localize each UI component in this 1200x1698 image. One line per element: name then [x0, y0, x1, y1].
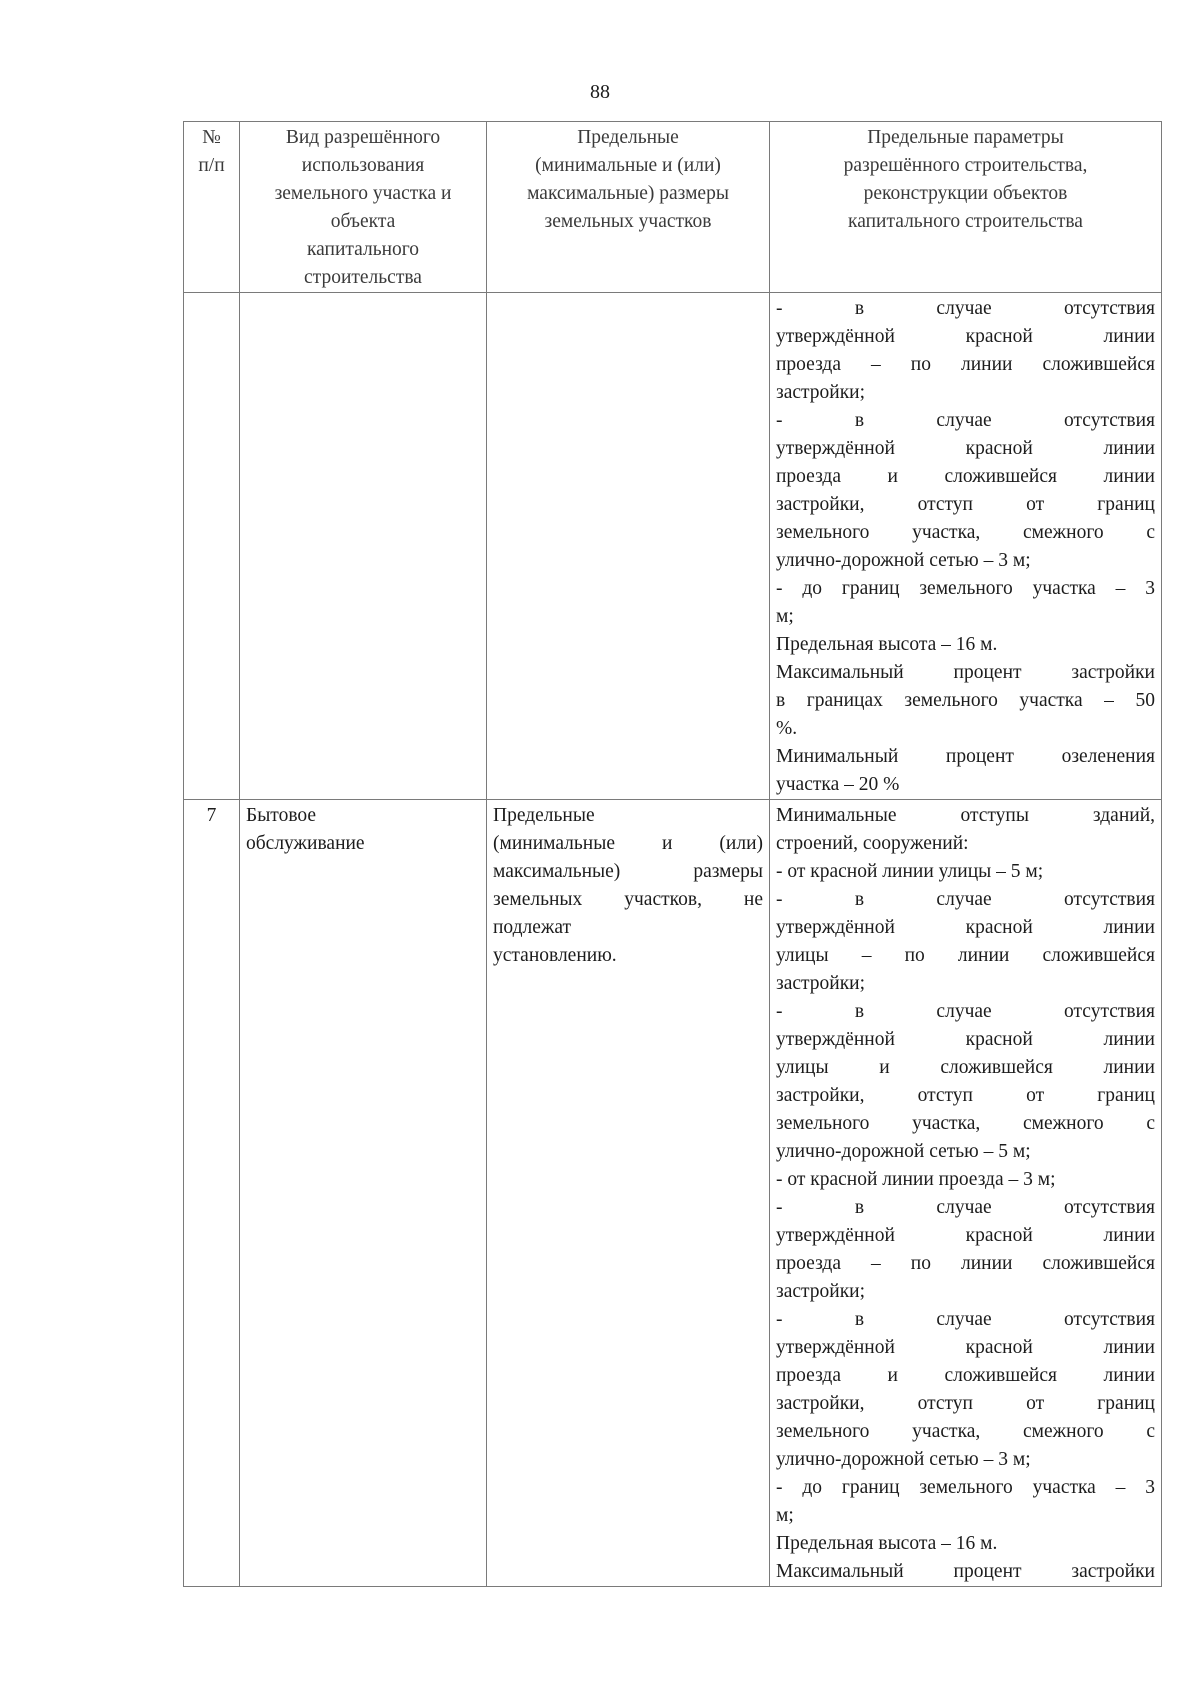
cell-text-line: (минимальные и (или) [493, 833, 763, 854]
cell-text-line: утверждённой красной линии [776, 1225, 1155, 1246]
header-use-line: капитального [306, 239, 420, 260]
cell-text-line: участка – 20 % [776, 774, 900, 795]
cell-text-line: утверждённой красной линии [776, 917, 1155, 938]
cell-text-line: - в случае отсутствия [776, 1197, 1155, 1218]
cell-text-line: в границах земельного участка – 50 [776, 690, 1155, 711]
header-number [184, 122, 240, 293]
cell-text-line: проезда и сложившейся линии [776, 466, 1155, 487]
cell-text-line: улицы – по линии сложившейся [776, 945, 1155, 966]
header-params-line: Предельные параметры [867, 127, 1064, 148]
header-size-line: Предельные [577, 127, 679, 148]
cell-text-line: земельных участков, не [493, 889, 763, 910]
cell-text-line: обслуживание [246, 833, 365, 854]
header-use-line: использования [301, 155, 425, 176]
cell-permitted-use [240, 800, 487, 1587]
table-header-row [184, 122, 1162, 293]
cell-text-line: %. [776, 718, 798, 739]
cell-text-line: - в случае отсутствия [776, 298, 1155, 319]
cell-text-line: застройки, отступ от границ [776, 1393, 1155, 1414]
header-construction-parameters [770, 122, 1162, 293]
header-plot-sizes [487, 122, 770, 293]
cell-text-line: Минимальные отступы зданий, [776, 805, 1155, 826]
cell-text-line: установлению. [493, 945, 617, 966]
cell-text-line: - от красной линии проезда – 3 м; [776, 1169, 1056, 1190]
header-params-line: капитального строительства [848, 211, 1083, 232]
cell-text-line: - в случае отсутствия [776, 410, 1155, 431]
cell-text-line: максимальные) размеры [493, 861, 763, 882]
cell-text-line: земельного участка, смежного с [776, 1421, 1155, 1442]
cell-plot-sizes [487, 800, 770, 1587]
zoning-parameters-table [183, 121, 1162, 1587]
cell-text-line: Бытовое [246, 805, 317, 826]
cell-text-line: утверждённой красной линии [776, 1337, 1155, 1358]
header-number-line: п/п [198, 155, 225, 176]
header-params-line: разрешённого строительства, [843, 155, 1088, 176]
header-number-line: № [202, 127, 221, 148]
table-body [184, 293, 1162, 1587]
cell-text-line: улично-дорожной сетью – 3 м; [776, 1449, 1031, 1470]
cell-text-line: застройки; [776, 973, 866, 994]
cell-text-line: улично-дорожной сетью – 5 м; [776, 1141, 1031, 1162]
header-size-line: (минимальные и (или) [535, 155, 721, 176]
cell-text-line: м; [776, 1505, 794, 1526]
cell-plot-sizes [487, 293, 770, 800]
cell-text-line: проезда – по линии сложившейся [776, 354, 1155, 375]
header-use-line: объекта [330, 211, 396, 232]
cell-text-line: утверждённой красной линии [776, 1029, 1155, 1050]
cell-text-line: м; [776, 606, 794, 627]
header-params-line: реконструкции объектов [863, 183, 1068, 204]
cell-construction-parameters [770, 800, 1162, 1587]
page-number: 88 [590, 81, 610, 103]
cell-text-line: утверждённой красной линии [776, 438, 1155, 459]
table-row [184, 293, 1162, 800]
header-size-line: максимальные) размеры [527, 183, 729, 204]
cell-text-line: строений, сооружений: [776, 833, 969, 854]
cell-text-line: земельного участка, смежного с [776, 522, 1155, 543]
cell-text-line: улицы и сложившейся линии [776, 1057, 1155, 1078]
cell-text-line: проезда и сложившейся линии [776, 1365, 1155, 1386]
cell-text-line: застройки, отступ от границ [776, 494, 1155, 515]
cell-text-line: Предельная высота – 16 м. [776, 634, 998, 655]
table-row [184, 800, 1162, 1587]
cell-row-number [184, 293, 240, 800]
cell-text-line: Максимальный процент застройки [776, 662, 1155, 683]
header-use-line: земельного участка и [274, 183, 452, 204]
cell-text-line: - в случае отсутствия [776, 1309, 1155, 1330]
cell-text-line: земельного участка, смежного с [776, 1113, 1155, 1134]
cell-text-line: Предельные [493, 805, 595, 826]
cell-text-line: Минимальный процент озеленения [776, 746, 1155, 767]
cell-text-line: проезда – по линии сложившейся [776, 1253, 1155, 1274]
cell-construction-parameters [770, 293, 1162, 800]
header-permitted-use [240, 122, 487, 293]
cell-text-line: Предельная высота – 16 м. [776, 1533, 998, 1554]
cell-permitted-use [240, 293, 487, 800]
cell-text-line: застройки; [776, 382, 866, 403]
cell-text-line: - до границ земельного участка – 3 [776, 1477, 1155, 1498]
cell-text-line: застройки, отступ от границ [776, 1085, 1155, 1106]
cell-text-line: застройки; [776, 1281, 866, 1302]
cell-text-line: - в случае отсутствия [776, 1001, 1155, 1022]
cell-text-line: Максимальный процент застройки [776, 1561, 1155, 1582]
cell-text-line: - до границ земельного участка – 3 [776, 578, 1155, 599]
cell-text-line: утверждённой красной линии [776, 326, 1155, 347]
header-use-line: Вид разрешённого [285, 127, 441, 148]
header-size-line: земельных участков [544, 211, 712, 232]
cell-row-number: 7 [184, 800, 240, 1587]
cell-text-line: - в случае отсутствия [776, 889, 1155, 910]
cell-text-line: - от красной линии улицы – 5 м; [776, 861, 1044, 882]
cell-text-line: подлежат [493, 917, 572, 938]
cell-text-line: улично-дорожной сетью – 3 м; [776, 550, 1031, 571]
header-use-line: строительства [304, 267, 422, 288]
